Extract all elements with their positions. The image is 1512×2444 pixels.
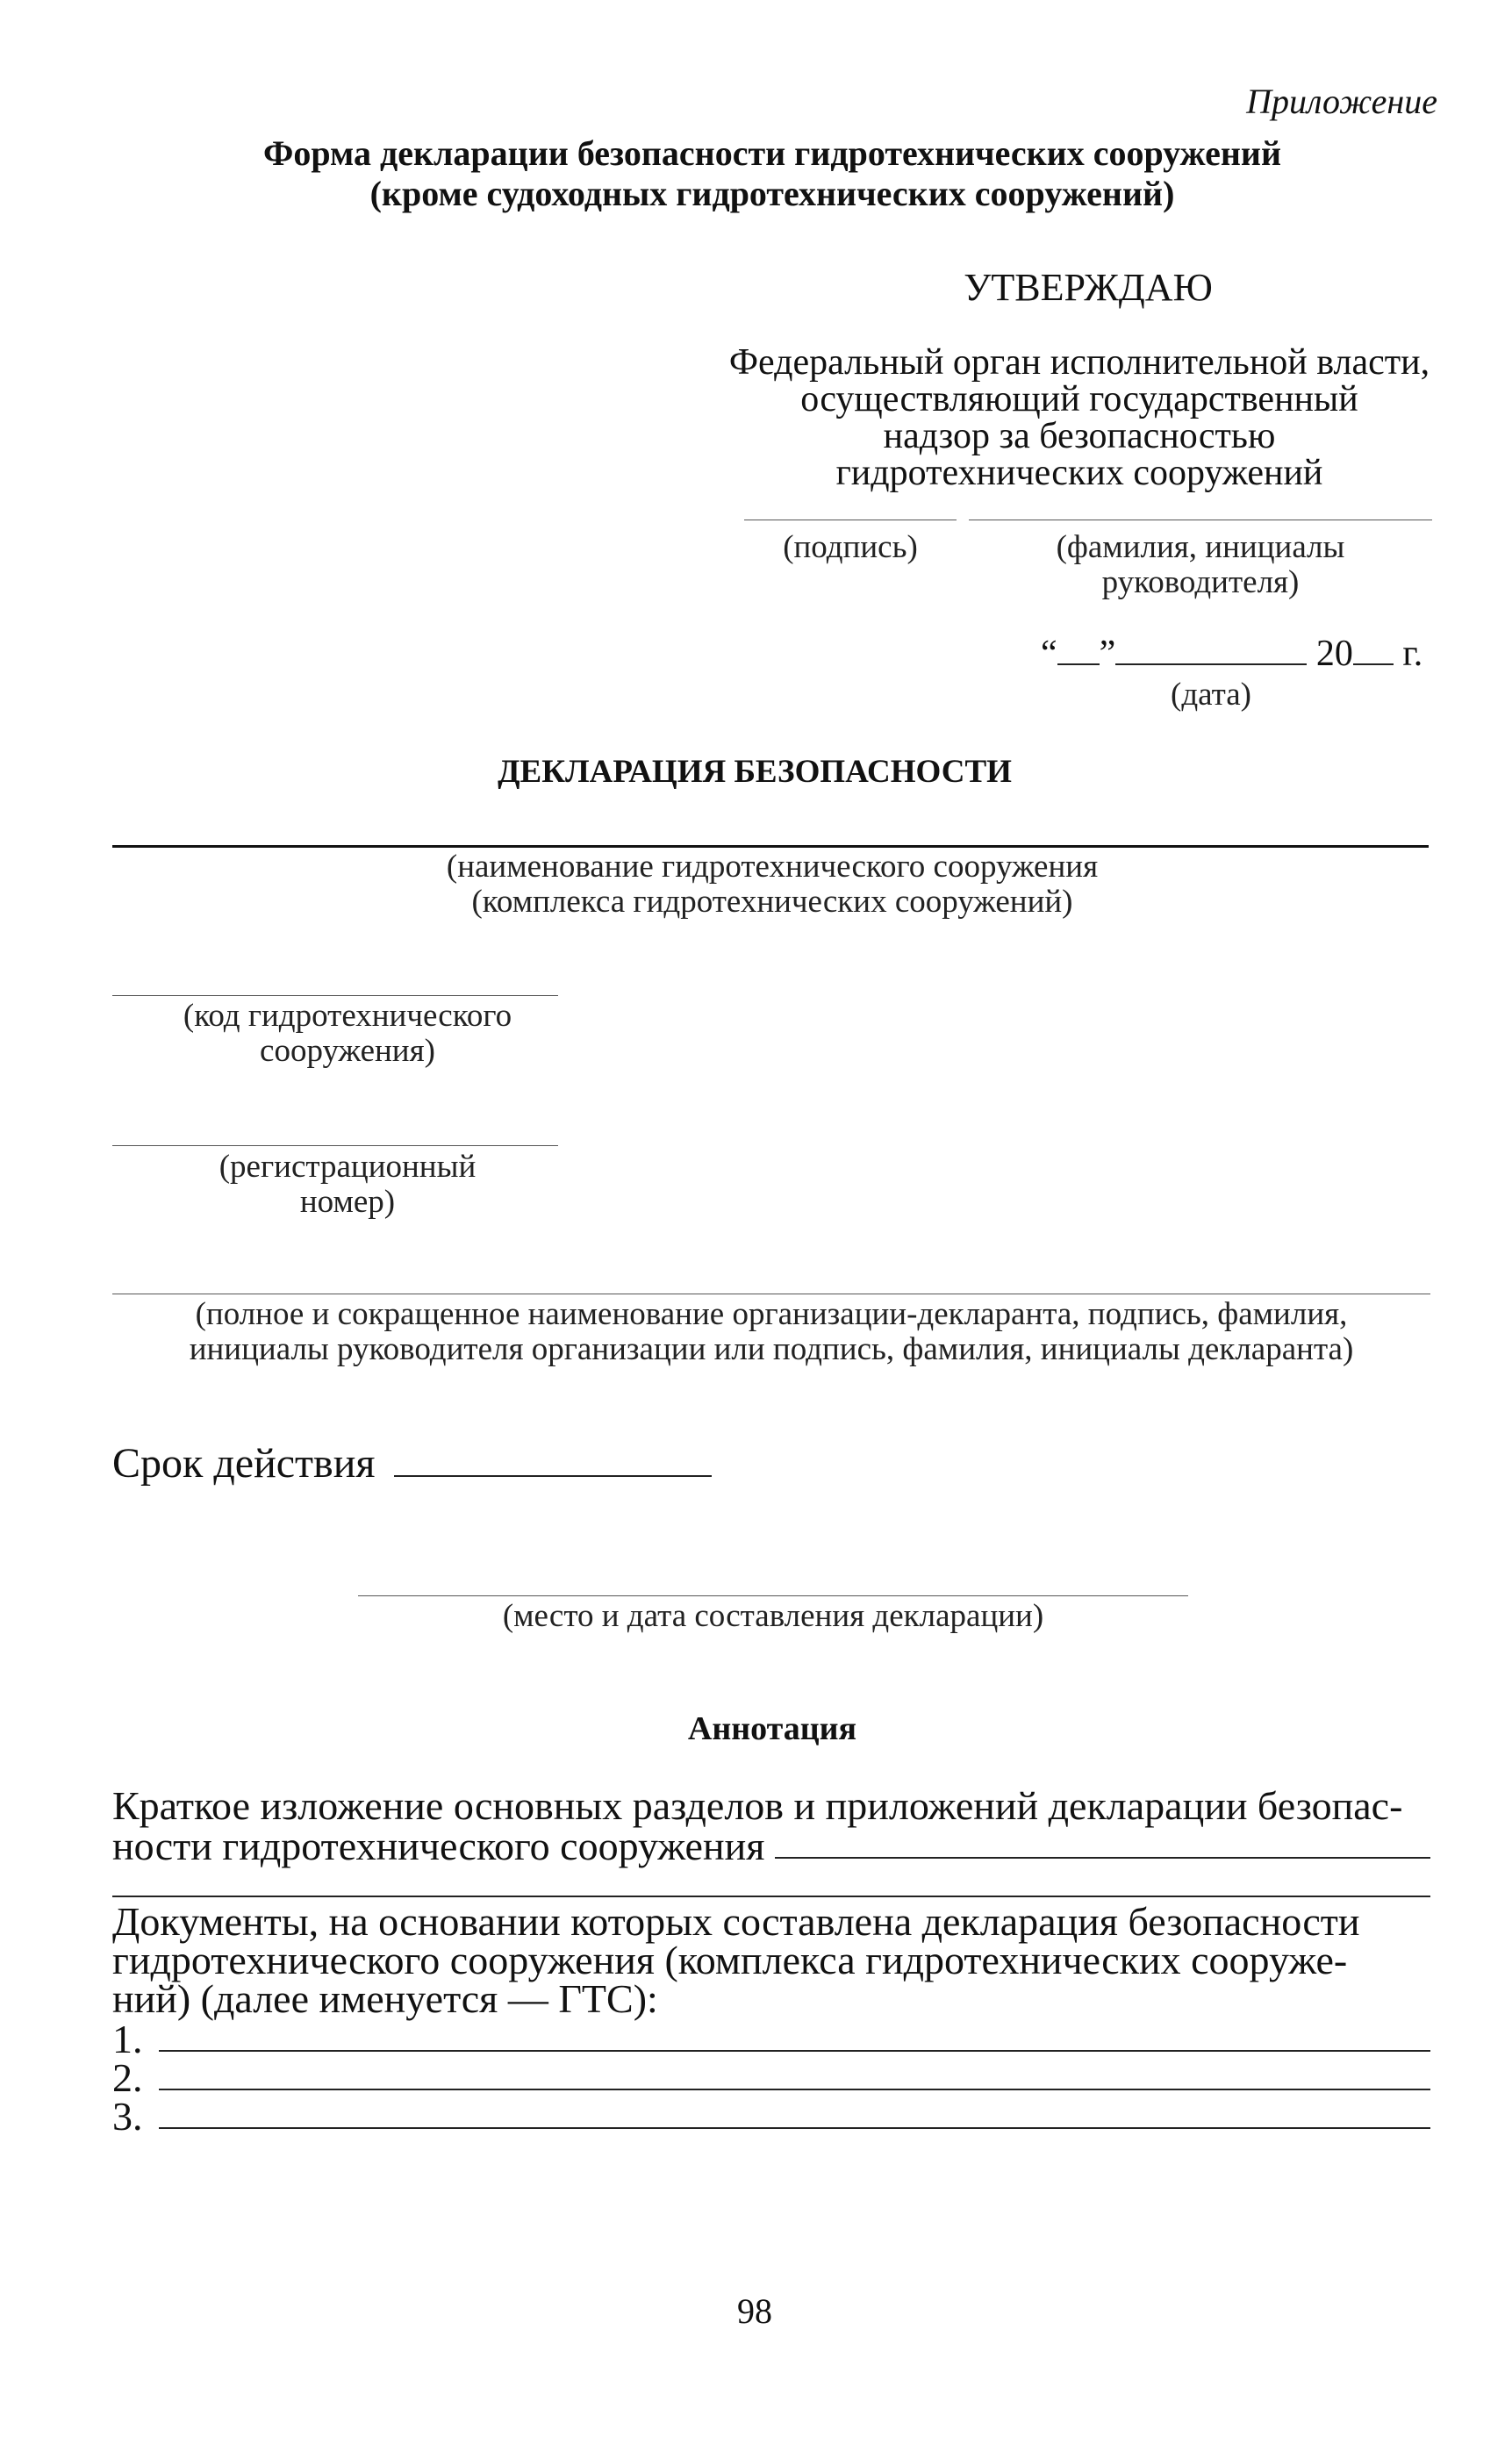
documents-line-1: Документы, на основании которых составлена декларация безопасности: [112, 1899, 1360, 1944]
name-caption-line-1: (фамилия, инициалы: [1056, 529, 1345, 565]
document-list-item-3: [112, 2094, 1430, 2139]
registration-caption-line-2: номер): [299, 1184, 396, 1220]
organization-caption-line-2: инициалы руководителя организации или подпись, фамилия, инициалы декларанта): [189, 1331, 1354, 1367]
form-title: [158, 133, 1387, 214]
registration-caption-line-1: (регистрационный: [219, 1149, 477, 1185]
date-month-blank[interactable]: [1115, 634, 1307, 665]
summary-blank[interactable]: [775, 1857, 1430, 1859]
registration-line[interactable]: [112, 1145, 558, 1146]
approval-heading: УТВЕРЖДАЮ: [964, 266, 1213, 309]
document-list-item-1: [112, 2018, 1430, 2059]
structure-name-line[interactable]: [112, 845, 1429, 848]
authority-line-4: гидротехнических сооружений: [835, 453, 1323, 493]
declaration-title: ДЕКЛАРАЦИЯ БЕЗОПАСНОСТИ: [498, 754, 1012, 790]
date-year-suffix: г.: [1402, 634, 1423, 674]
code-caption: [112, 999, 583, 1069]
date-open-quote: “: [1041, 634, 1057, 674]
approval-authority: [720, 344, 1439, 491]
registration-caption: [112, 1150, 583, 1220]
code-caption-line-2: сооружения): [260, 1033, 435, 1069]
signature-caption: (подпись): [783, 529, 918, 565]
documents-line-2: гидротехнического сооружения (комплекса гидротехнических сооруже-: [112, 1938, 1348, 1982]
organization-caption-line-1: (полное и сокращенное наименование организации-декларанта, подпись, фамилия,: [195, 1296, 1348, 1332]
authority-line-1: Федеральный орган исполнительной власти,: [728, 342, 1430, 383]
date-close-quote: ”: [1099, 634, 1116, 674]
validity-row: [112, 1439, 902, 1492]
code-caption-line-1: (код гидротехнического: [183, 998, 512, 1034]
list-item-blank[interactable]: [159, 2089, 1431, 2090]
name-caption-line-2: руководителя): [1101, 564, 1300, 600]
structure-caption-line-2: (комплекса гидротехнических сооружений): [471, 884, 1073, 920]
validity-label: Срок действия: [112, 1440, 376, 1487]
date-day-blank[interactable]: [1057, 634, 1100, 665]
authority-line-3: надзор за безопасностью: [883, 416, 1276, 456]
validity-blank[interactable]: [394, 1445, 712, 1477]
documents-line-3: ний) (далее именуется — ГТС):: [112, 1976, 658, 2021]
annotation-summary-row-2: [112, 1825, 1430, 1866]
annotation-summary-line-2: ности гидротехнического сооружения: [112, 1824, 765, 1868]
list-item-number: 3.: [112, 2094, 143, 2139]
list-item-blank[interactable]: [159, 2127, 1431, 2129]
document-list-item-2: [112, 2055, 1430, 2100]
organization-caption: [112, 1297, 1430, 1367]
form-title-line-1: Форма декларации безопасности гидротехнических сооружений: [262, 133, 1282, 173]
page-number: 98: [737, 2291, 772, 2331]
place-date-line[interactable]: [358, 1595, 1188, 1596]
annotation-title: Аннотация: [687, 1710, 857, 1747]
place-date-caption: (место и дата составления декларации): [502, 1598, 1044, 1634]
form-title-line-2: (кроме судоходных гидротехнических сооружений): [369, 174, 1175, 213]
date-year-blank[interactable]: [1353, 634, 1394, 665]
list-item-blank[interactable]: [159, 2050, 1431, 2052]
date-year-prefix: 20: [1315, 634, 1353, 674]
name-caption: [969, 530, 1432, 600]
list-item-number: 2.: [112, 2055, 143, 2100]
date-field: [1041, 632, 1444, 676]
summary-continuation-line[interactable]: [112, 1896, 1430, 1897]
date-caption: (дата): [1171, 677, 1251, 713]
structure-caption-line-1: (наименование гидротехнического сооружения: [446, 849, 1099, 885]
list-item-number: 1.: [112, 2017, 143, 2061]
authority-line-2: осуществляющий государственный: [800, 379, 1358, 419]
annotation-summary-line-1: Краткое изложение основных разделов и приложений декларации безопас-: [112, 1783, 1403, 1828]
appendix-label: Приложение: [1246, 82, 1437, 121]
structure-caption: [263, 849, 1281, 920]
code-line[interactable]: [112, 995, 558, 996]
